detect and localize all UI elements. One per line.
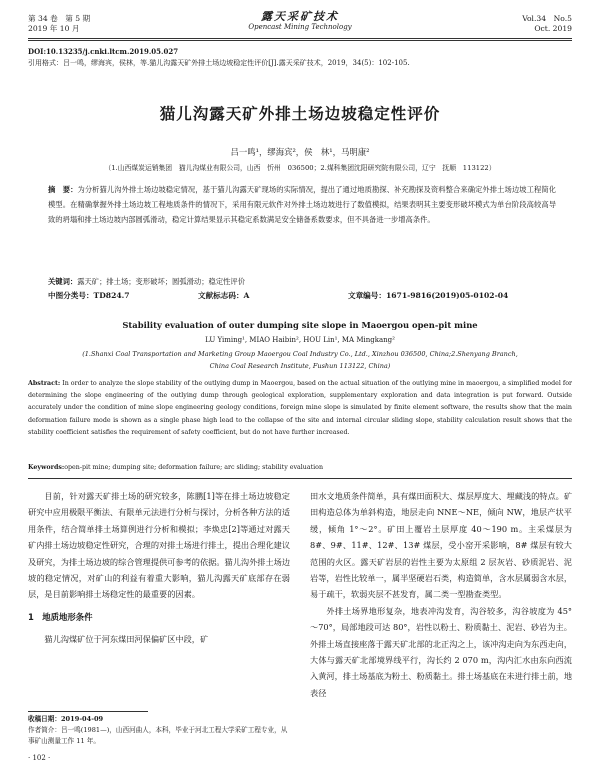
affiliation-en-line2: China Coal Research Institute, Fushun 113122, China): [209, 362, 391, 370]
received-date: 收稿日期：2019-04-09: [28, 715, 104, 723]
left-column: [28, 488, 290, 648]
header-rule-thin: [28, 40, 572, 41]
section-title: 地质地形条件: [42, 611, 93, 622]
abstract-cn-label: 摘 要：: [48, 185, 78, 194]
keywords-en-label: Keywords:: [28, 464, 65, 471]
abstract-cn-text: 为分析猫儿沟外排土场边坡稳定情况，基于猫儿沟露天矿现场的实际情况，提出了通过地质勘探、补充勘探及资料整合来确定外排土场边坡工程简化模型。在精确掌握外排土场边坡工程地质条件的情况下，采用有限元软件对外排土场边坡进行了数值模拟，结果表明其主要变形破坏模式为单台阶段高较高导致的坍塌和排土场边坡内部圆弧滑动，稳定计算结果显示其稳定系数满足安全储备系数要求，但不具备进一步增高条件。: [48, 185, 556, 225]
citation: 引用格式：吕一鸣，缪海宾，侯林，等.猫儿沟露天矿外排土场边坡稳定性评价[J].露天采矿技术，2019，34(5)：102-105.: [28, 59, 410, 67]
keywords-en: [28, 462, 572, 474]
journal-title-cn: 露天采矿技术: [261, 10, 339, 23]
header-left: [28, 14, 90, 34]
section-heading: [28, 609, 290, 625]
date-cn: 2019 年 10 月: [28, 24, 80, 33]
paper-title-en: Stability evaluation of outer dumping site slope in Maoergou open-pit mine: [122, 320, 478, 330]
vol-issue-cn: 第 34 卷 第 5 期: [28, 14, 91, 23]
document-code: 文献标志码：A: [198, 291, 250, 300]
abstract-en-text: In order to analyze the slope stability of the outlying dump in Maoergou, based on the actual situation of the outlying mine in maoergou, a simplified model for determining the slope engineering of the outlying dump through geological exploration, supplementary exploration and data integration is put forward. Outside accurately under the condition of mine slope engineering geology conditions, foreign mine slope is simulated by finite element software, the results show that the main deformation failure mode is shown as a single phase high lead to the collapse of the site and internal circular sliding slope, stability calculation result shows that the stability coefficient satisfies the requirement of safety coefficient, but do not have further increased.: [28, 380, 572, 436]
geology-paragraph: 田水文地质条件简单，具有煤田面积大、煤层厚度大、埋藏浅的特点。矿田构造总体为单斜构造，地层走向 NNE～NE，倾向 NW，地层产状平缓，倾角 1°～2°。矿田上覆岩土层厚度 40～190 m。主采煤层为 8#、9#、11#、12#、13# 煤层，受小窑开采影响，8# 煤层有较大范围的火区。露天矿岩层的岩性主要为太原组 2 层灰岩、砂质泥岩、泥岩等，岩性比较单一，属半坚硬岩石类，构造简单，含水层属弱含水层，易于疏干，软弱夹层不甚发育，属二类一型勘查类型。: [310, 491, 573, 600]
keywords-en-text: open-pit mine; dumping site; deformation failure; arc sliding; stability evaluation: [64, 464, 324, 471]
keywords-cn: [48, 274, 556, 289]
clc-number: 中图分类号：TD824.7: [48, 291, 130, 300]
abstract-en-label: Abstract:: [28, 380, 61, 387]
header-center: [200, 10, 400, 32]
keywords-cn-text: 露天矿；排土场；变形破坏；圆弧滑动；稳定性评价: [77, 277, 246, 286]
header-right: [522, 14, 572, 34]
vol-issue-en: Vol.34 No.5: [522, 14, 572, 23]
abstract-en: [28, 378, 572, 439]
abstract-divider: [28, 478, 572, 479]
page-number: · 102 ·: [28, 754, 51, 762]
intro-paragraph: 目前，针对露天矿排土场的研究较多，陈鹏[1]等在排土场边坡稳定研究中应用极限平衡法、有限单元法进行分析与探讨，分析各种方法的适用条件，结合简单排土场算例进行分析和模拟；李焕忠[2]等通过对露天矿内排土场边坡稳定性研究，合理的对排土场进行排土，提出合理化建议及研究，为排土场边坡的综合管理提供可参考的依据。猫儿沟外排土场边坡的稳定情况，对矿山的利益有着重大影响，猫儿沟露天矿底部存在弱层，是目前影响排土场稳定性的最重要的因素。: [28, 491, 291, 600]
header-rule: [28, 38, 572, 39]
affiliation-cn: （1.山西煤炭运销集团 猫儿沟煤业有限公司，山西 忻州 036500；2.煤科集团沈阳研究院有限公司，辽宁 抚顺 113122）: [104, 164, 496, 172]
authors-en: LU Yiming¹, MIAO Haibin², HOU Lin¹, MA Mingkang²: [205, 336, 395, 344]
section-number: 1: [28, 611, 34, 622]
authors-cn: 吕一鸣¹，缪海宾²，侯 林¹，马明康²: [230, 147, 370, 157]
article-number: 文章编号：1671-9816(2019)05-0102-04: [348, 291, 509, 300]
affiliation-en-line1: (1.Shanxi Coal Transportation and Marketing Group Maoergou Coal Industry Co., Ltd., Xinzhou 036500, China;2.Shenyang Branch,: [82, 350, 518, 358]
date-en: Oct. 2019: [534, 24, 572, 33]
footnote: [28, 714, 290, 747]
author-bio: 作者简介：吕一鸣(1981—)，山西河曲人，本科，毕业于河北工程大学采矿工程专业，从事矿山测量工作 11 年。: [28, 726, 288, 745]
abstract-cn: [48, 182, 556, 228]
paper-title-cn: 猫儿沟露天矿外排土场边坡稳定性评价: [159, 105, 441, 123]
terrain-paragraph: 外排土场界地形复杂，地表冲沟发育，沟谷较多，沟谷坡度为 45°～70°，局部地段可达 80°，岩性以粉土、粉质黏土、泥岩、砂岩为主。外排土场直接座落于露天矿北部的北正沟之上，该冲沟走向为东西走向，大体与露天矿北部境界线平行，沟长约 2 070 m，沟内汇水由东向西流入黄河，排土场基底为粉土、粉质黏土。排土场基底在未进行排土前，地表径: [310, 605, 573, 698]
doi: DOI:10.13235/j.cnki.ltcm.2019.05.027: [28, 47, 179, 56]
right-column: [310, 488, 572, 701]
section-paragraph: 猫儿沟煤矿位于河东煤田河保偏矿区中段，矿: [44, 634, 209, 645]
keywords-cn-label: 关键词：: [48, 277, 78, 286]
footnote-rule: [28, 711, 148, 712]
journal-title-en: Opencast Mining Technology: [248, 23, 352, 31]
